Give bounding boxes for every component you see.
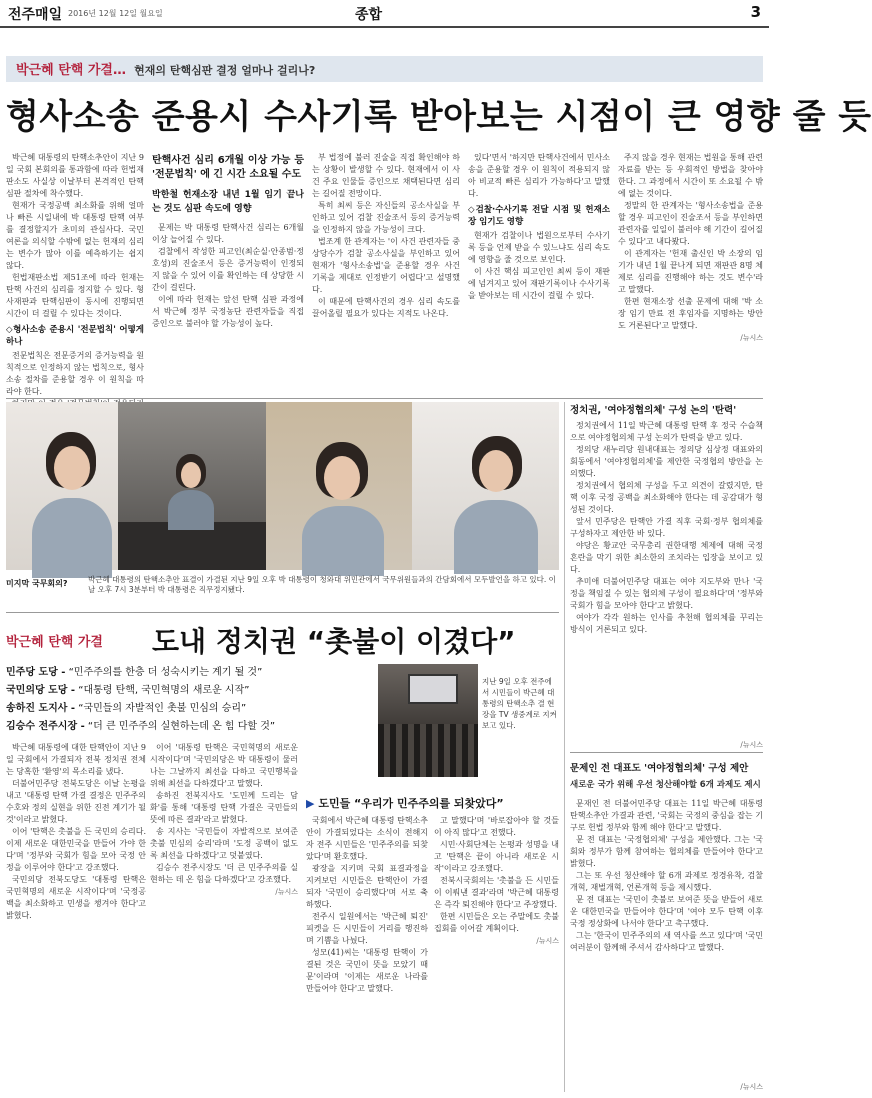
quote-line: 김승수 전주시장 - “더 큰 민주주의 실현하는데 온 힘 다할 것”	[6, 721, 276, 732]
paragraph: 그는 '한국이 민주주의의 새 역사를 쓰고 있다'며 '국민 여러분이 함께해 주셔서 감사하다'고 말했다.	[570, 931, 763, 952]
paragraph: 헌법재판소법 제51조에 따라 헌재는 탄핵 사건의 심리를 정지할 수 있다. 형사재판과 탄핵심판이 동시에 진행되면 시간이 더 걸릴 수 있다는 것이다.	[6, 273, 144, 318]
section-divider	[570, 752, 763, 753]
paragraph: 시민·사회단체는 논평과 성명을 내고 '탄핵은 끝이 아니라 새로운 시작'이라고 강조했다.	[434, 840, 559, 873]
quote-list	[6, 664, 406, 736]
paragraph: 한편 시민들은 오는 주말에도 촛불집회를 이어갈 계획이다.	[434, 912, 559, 933]
paragraph: 야당은 황교안 국무총리 권한대행 체제에 대해 국정 혼란을 막기 위한 최소한의 조치라는 입장을 보이고 있다.	[570, 541, 763, 574]
byline-credit: /뉴시스	[536, 937, 559, 945]
paragraph: 추미애 더불어민주당 대표는 여야 지도부와 만나 '국정을 책임질 수 있는 협의체 구성이 필요하다'며 '정부와 국회가 힘을 모아야 한다'고 밝혔다.	[570, 577, 763, 610]
second-headline: 도내 정치권 “촛불이 이겼다”	[152, 625, 516, 658]
paragraph: 전주시 일원에서는 '박근혜 퇴진' 피켓을 든 시민들이 거리를 행진하며 기쁨을 나눴다.	[306, 912, 428, 945]
triangle-icon: ▶	[306, 797, 315, 810]
lead-kicker-subtitle: 현재의 탄핵심판 결정 얼마나 걸리나?	[134, 64, 316, 77]
paragraph: 전북시국회의는 '촛불을 든 시민들이 이뤄낸 결과'라며 '박근혜 대통령은 즉각 퇴진해야 한다'고 주장했다.	[434, 876, 559, 909]
paragraph: 광장을 지키며 국회 표결과정을 지켜보던 시민들은 탄핵안이 가결되자 '국민이 승리했다'며 서로 축하했다.	[306, 864, 428, 909]
lead-headline: 형사소송 준용시 수사기록 받아보는 시점이 큰 영향 줄 듯	[6, 97, 872, 137]
lead-minihead: ◇형사소송 준용시 '전문법칙' 어떻게 하나	[6, 325, 144, 347]
page-number: 3	[750, 3, 761, 21]
paragraph: 이 관계자는 '헌재 출신인 박 소장의 임기가 내년 1월 끝나게 되면 재판관 8명 체제로 심리를 진행해야 하는 것도 변수'라고 말했다.	[618, 249, 763, 294]
paragraph: 이 때문에 탄핵사건의 경우 심리 속도를 끌어올릴 필요가 있다는 지적도 나온다.	[312, 297, 460, 318]
paragraph: 이에 따라 헌재는 앞선 탄핵 심판 과정에서 박근혜 정부 국정농단 관련자들을 직접 증인으로 불러야 할 가능성이 높다.	[152, 295, 304, 328]
right-article2-body	[570, 798, 763, 1080]
photo-caption: 지난 9일 오후 전주에서 시민들이 박근혜 대통령의 탄핵소추 결 현장을 TV 생중계로 지켜보고 있다.	[482, 677, 557, 730]
paragraph: 송 지사는 '국민들이 자발적으로 보여준 촛불 민심의 승리'라며 '도정 공백이 없도록 최선을 다하겠다'고 덧붙였다.	[150, 827, 298, 860]
newspaper-brand: 전주매일	[8, 7, 63, 23]
lead-column-5	[618, 152, 763, 396]
photo-president-right	[412, 402, 559, 570]
second-column-1	[6, 742, 146, 1086]
paragraph: 있다'면서 '하지만 탄핵사건에서 민사소송을 준용할 경우 이 원칙이 적용되지 않아 비교적 빠른 심리가 가능하다'고 말했다.	[468, 153, 610, 198]
paragraph: 국민의당 전북도당도 '대통령 탄핵은 국민혁명의 새로운 시작이다'며 '국정공백을 최소화하고 민생을 챙겨야 한다'고 밝혔다.	[6, 875, 146, 920]
paragraph: 고 말했다'며 '바로잡아야 할 것들이 아직 많다'고 전했다.	[434, 816, 559, 837]
paragraph: 앞서 민주당은 탄핵안 가결 직후 국회·정부 협의체를 구성하자고 제안한 바 있다.	[570, 517, 763, 538]
paragraph: 이 사건 핵심 피고인인 최씨 등이 재판에 넘겨지고 있어 재판기록이나 수사기록을 받아보는 데 시간이 걸릴 수 있다.	[468, 267, 610, 300]
second-column-4	[434, 815, 559, 1086]
paragraph: 여야가 각각 원하는 인사를 추천해 협의체를 꾸리는 방식이 거론되고 있다.	[570, 613, 763, 634]
lead-kicker-bar	[6, 56, 763, 82]
right-article2-subtitle: 새로운 국가 위해 우선 청산해야할 6개 과제도 제시	[570, 780, 761, 790]
lead-deck-title: 탄핵사건 심리 6개월 이상 가능 등 '전문법칙' 에 긴 시간 소요될 수도	[152, 155, 304, 180]
paragraph: 성모(41)씨는 '대통령 탄핵이 가결된 것은 국민이 뜻을 모았기 때문'이라며 '이제는 새로운 나라를 만들어야 한다'고 말했다.	[306, 948, 428, 993]
photo-caption: 박근혜 대통령의 탄핵소추안 표결이 가결된 지난 9일 오후 박 대통령이 청와대 위민관에서 국무위원들과의 간담회에서 모두발언을 하고 있다. 이날 오후 7시 3분부터 박 대통령은 직무정지됐다.	[88, 575, 556, 594]
paragraph: 정말의 한 관계자는 '형사소송법을 준용할 경우 피고인이 진술조서 등을 부인하면 관련자를 일일이 불러야 해 기간이 길어질 수 있다'고 내다봤다.	[618, 201, 763, 246]
paragraph: 박근혜 대통령에 대한 탄핵안이 지난 9일 국회에서 가결되자 전북 정치권 전체는 당혹한 '환영'의 목소리를 냈다.	[6, 743, 146, 776]
paragraph: 부 법정에 불러 진술을 직접 확인해야 하는 상황이 발생할 수 있다. 현재에서 이 사건 주요 인물들 증인으로 채택된다면 심리는 길어질 전망이다.	[312, 153, 460, 198]
paragraph: 김승수 전주시장도 '더 큰 민주주의를 실현하는 데 온 힘을 다하겠다'고 강조했다.	[150, 863, 298, 884]
photo-label: 미지막 국무회의?	[6, 579, 68, 588]
lead-minihead: ◇검찰·수사기록 전달 시점 및 헌재소장 임기도 영향	[468, 205, 610, 227]
paragraph: 현재가 검찰이나 법원으로부터 수사기록 등을 언제 받을 수 있느냐도 심리 속도에 영향을 줄 것으로 보인다.	[468, 231, 610, 264]
paragraph: 정의당 새누리당 원내대표는 정의당 심상정 대표와의 회동에서 '여야정협의체'를 제안한 국정협의 방안을 논의했다.	[570, 445, 763, 478]
byline-credit: /뉴시스	[740, 334, 763, 342]
second-column-2	[150, 742, 298, 1086]
quote-line: 국민의당 도당 - “대통령 탄핵, 국민혁명의 새로운 시작”	[6, 685, 250, 696]
byline-credit: /뉴시스	[740, 1083, 763, 1091]
right-article-title: 정치권, '여야정협의체' 구성 논의 '탄력'	[570, 405, 737, 416]
photo-cabinet-meeting	[118, 402, 266, 570]
paragraph: 이어 '대통령 탄핵은 국민혁명의 새로운 시작이다'며 '국민의당은 박 대통령이 물러나는 그날까지 최선을 다하고 국민행복을 위해 최선을 다하겠다'고 말했다.	[150, 743, 298, 788]
paragraph: 더불어민주당 전북도당은 이날 논평을 내고 '대통령 탄핵 가결 결정은 민주주의 수호와 정의 실현을 위한 진전 계기가 될 것'이라고 밝혔다.	[6, 779, 146, 824]
paragraph: 검찰에서 작성한 피고인(최순실·안종범·정호성)의 진술조서 등은 증거능력이 인정되지 않을 수 있어 이를 확인하는 데 상당한 시간이 걸린다.	[152, 247, 304, 292]
masthead	[0, 0, 769, 28]
right-article2-title: 문제인 전 대표도 '여야정협의체' 구성 제안	[570, 763, 749, 774]
column-divider	[564, 402, 565, 1092]
paragraph: 특히 최씨 등은 자신들의 공소사실을 부인하고 있어 검찰 진술조서 등의 증거능력을 인정하지 않을 가능성이 크다.	[312, 201, 460, 234]
paragraph: 박근혜 대통령의 탄핵소추안이 지난 9일 국회 본회의를 통과함에 따라 헌법재판소도 사실상 이날부터 본격적인 탄핵심판 절차에 착수했다.	[6, 153, 144, 198]
section-divider	[6, 398, 763, 399]
paragraph: 정치권에서 11일 박근혜 대통령 탄핵 후 정국 수습책으로 여야정협의체 구성 논의가 탄력을 받고 있다.	[570, 421, 763, 442]
photo-strip	[6, 402, 559, 570]
second-kicker: 박근혜 탄핵 가결	[6, 635, 103, 650]
paragraph: 현재가 국정공백 최소화를 위해 얼마나 빠른 시일내에 박 대통령 탄핵 여부를 결정할지가 초미의 관심사다. 국민 여론을 의식할 수밖에 없는 헌재의 심리는 변수가 많아 이를 예측하기는 쉽지 않다.	[6, 201, 144, 270]
second-callout: ▶ 도민들 “우리가 민주주의를 되찾았다”	[306, 797, 504, 810]
photo-citizens-watching-tv	[378, 664, 478, 777]
paragraph: 송하진 전북지사도 '도민께 드리는 담화'를 통해 '대통령 탄핵 가결은 국민들의 뜻에 따른 결과'라고 밝혔다.	[150, 791, 298, 824]
photo-president-center	[266, 402, 412, 570]
section-name: 종합	[355, 7, 383, 23]
second-column-3	[306, 815, 428, 1086]
paragraph: 정치권에서 협의체 구성을 두고 의견이 갈렸지만, 탄핵 이후 국정 공백을 최소화해야 한다는 데 공감대가 형성된 것이다.	[570, 481, 763, 514]
photo-president-left	[6, 402, 118, 570]
byline-credit: /뉴시스	[740, 741, 763, 749]
paragraph: 문 전 대표는 '국민이 촛불로 보여준 뜻을 받들어 새로운 대한민국을 만들어야 한다'며 '여야 모두 탄핵 이후 국정 정상화에 나서야 한다'고 촉구했다.	[570, 895, 763, 928]
byline-credit: /뉴시스	[275, 888, 298, 896]
lead-column-1	[6, 152, 144, 396]
paragraph: 문재인 전 더불어민주당 대표는 11일 박근혜 대통령 탄핵소추안 가결과 관련, '국회는 국정의 중심을 잡는 기구로 헌법 정부와 함께 해야 한다'고 말했다.	[570, 799, 763, 832]
paragraph: 전문법칙은 전문증거의 증거능력을 원칙적으로 인정하지 않는 법칙으로, 형사소송 절차를 준용할 경우 이 원칙을 따라야 한다.	[6, 351, 144, 396]
lead-column-4	[468, 152, 610, 396]
paragraph: 문제는 박 대통령 탄핵사건 심리는 6개월 이상 늘어질 수 있다.	[152, 223, 304, 244]
paragraph: 그는 또 우선 청산해야 할 6개 과제로 정경유착, 검찰개혁, 재벌개혁, 언론개혁 등을 제시했다.	[570, 871, 763, 892]
paragraph: 국회에서 박근혜 대통령 탄핵소추안이 가결되었다는 소식이 전해지자 전주 시민들은 '민주주의를 되찾았다'며 환호했다.	[306, 816, 428, 861]
paragraph: 주지 않을 경우 현재는 법원을 통해 관련 자료를 받는 등 우회적인 방법을 찾아야 한다. 그 과정에서 시간이 또 소요될 수 밖에 없는 것이다.	[618, 153, 763, 198]
lead-column-3	[312, 152, 460, 396]
publication-date: 2016년 12월 12일 월요일	[68, 9, 163, 18]
paragraph: 한편 현재소장 선출 문제에 대해 '박 소장 임기 만료 전 후임자를 지명하는 방안도 거론된다'고 말했다.	[618, 297, 763, 330]
right-article-body	[570, 420, 763, 634]
quote-line: 송하진 도지사 - “국민들의 자발적인 촛불 민심의 승리”	[6, 703, 247, 714]
paragraph: 이어 '탄핵은 촛불을 든 국민의 승리다. 이제 새로운 대한민국을 만들어 가야 한다'며 '정부와 국회가 힘을 모아 국정 안정을 이루어야 한다'고 강조했다.	[6, 827, 146, 872]
paragraph: 법조계 한 관계자는 '이 사건 관련자들 중 상당수가 검찰 공소사실을 부인하고 있어 현재가 '형사소송법'을 준용할 경우 사건 기록을 제대로 인정받기 어렵다'고 설명했다.	[312, 237, 460, 294]
lead-deck-subtitle: 박한철 헌재소장 내년 1월 임기 끝나는 것도 심판 속도에 영향	[152, 190, 304, 214]
paragraph: 문 전 대표는 '국정협의체' 구성을 제안했다. 그는 '국회와 정부가 함께 참여하는 협의체를 만들어야 한다'고 밝혔다.	[570, 835, 763, 868]
lead-column-2	[152, 152, 304, 396]
lead-kicker-label: 박근혜 탄핵 가결…	[16, 63, 126, 78]
quote-line: 민주당 도당 - “민주주의를 한층 더 성숙시키는 계기 될 것”	[6, 667, 263, 678]
section-divider	[6, 612, 559, 613]
